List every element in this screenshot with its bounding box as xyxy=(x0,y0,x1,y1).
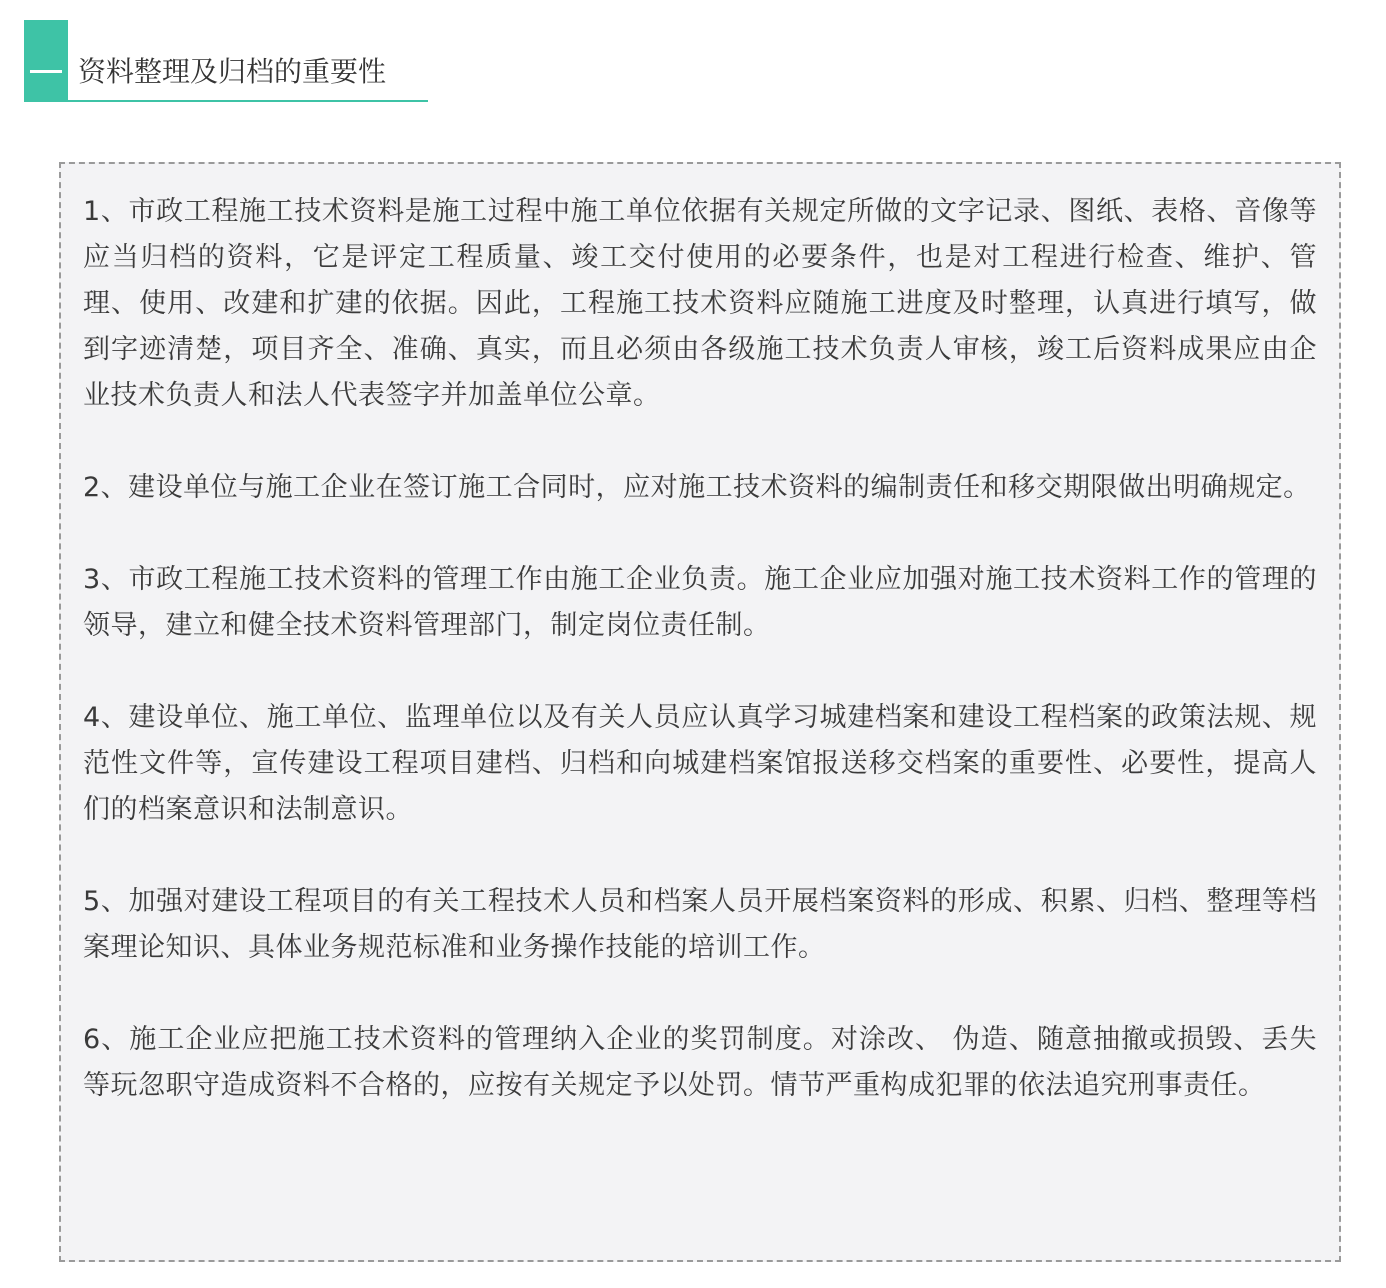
paragraph-2: 2、建设单位与施工企业在签订施工合同时，应对施工技术资料的编制责任和移交期限做出明确规定。 xyxy=(83,472,1311,503)
header-accent-block xyxy=(24,20,68,100)
content-box xyxy=(59,162,1341,1262)
paragraph-3: 3、市政工程施工技术资料的管理工作由施工企业负责。施工企业应加强对施工技术资料工作的管理的领导，建立和健全技术资料管理部门，制定岗位责任制。 xyxy=(83,564,1317,641)
paragraph-6: 6、施工企业应把施工技术资料的管理纳入企业的奖罚制度。对涂改、 伪造、随意抽撤或损毁、丢失等玩忽职守造成资料不合格的，应按有关规定予以处罚。情节严重构成犯罪的依法追究刑事责任。 xyxy=(83,1024,1317,1101)
paragraph-4: 4、建设单位、施工单位、监理单位以及有关人员应认真学习城建档案和建设工程档案的政策法规、规范性文件等，宣传建设工程项目建档、归档和向城建档案馆报送移交档案的重要性、必要性，提高人们的档案意识和法制意识。 xyxy=(83,702,1317,825)
dash-icon xyxy=(30,70,62,73)
section-title: 资料整理及归档的重要性 xyxy=(78,55,387,88)
paragraph-1: 1、市政工程施工技术资料是施工过程中施工单位依据有关规定所做的文字记录、图纸、表格、音像等应当归档的资料，它是评定工程质量、竣工交付使用的必要条件，也是对工程进行检查、维护、管理、使用、改建和扩建的依据。因此，工程施工技术资料应随施工进度及时整理，认真进行填写，做到字迹清楚，项目齐全、准确、真实，而且必须由各级施工技术负责人审核，竣工后资料成果应由企业技术负责人和法人代表签字并加盖单位公章。 xyxy=(83,196,1317,411)
paragraph-5: 5、加强对建设工程项目的有关工程技术人员和档案人员开展档案资料的形成、积累、归档、整理等档案理论知识、具体业务规范标准和业务操作技能的培训工作。 xyxy=(83,886,1317,963)
section-header xyxy=(24,20,428,102)
